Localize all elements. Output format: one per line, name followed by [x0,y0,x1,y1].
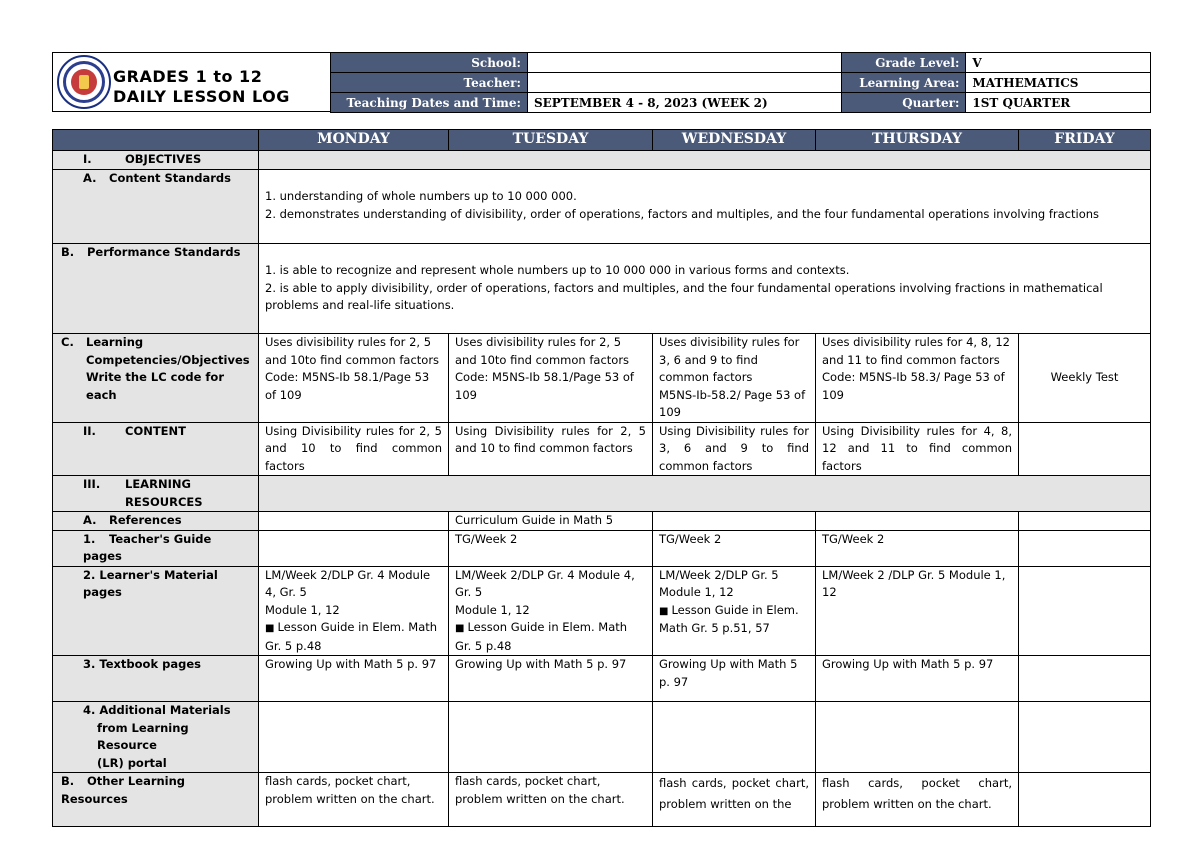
performance-standards-row [53,244,1151,334]
other-resources-tuesday: flash cards, pocket chart, problem written on the chart. [449,773,653,827]
textbook-friday [1019,656,1151,702]
day-wednesday: WEDNESDAY [653,130,816,151]
teachers-guide-thursday: TG/Week 2 [816,530,1019,566]
header-title-block [52,52,330,112]
references-row [53,512,1151,531]
book-icon: ■ [265,623,275,634]
content-thursday: Using Divisibility rules for 4, 8, 12 and 11 to find common factors [816,422,1019,476]
learners-material-tuesday: LM/Week 2/DLP Gr. 4 Module 4, Gr. 5 Module 1, 12 ■ Lesson Guide in Elem. Math Gr. 5 p.48 [449,566,653,656]
teachers-guide-monday [259,530,449,566]
teachers-guide-label: 1. Teacher's Guide pages [53,530,259,566]
learners-material-wednesday: LM/Week 2/DLP Gr. 5 Module 1, 12 ■ Lesson Guide in Elem. Math Gr. 5 p.51, 57 [653,566,816,656]
performance-standards-text [259,244,1151,334]
additional-friday [1019,702,1151,773]
objectives-fill [259,151,1151,170]
references-wednesday [653,512,816,531]
competency-thursday: Uses divisibility rules for 4, 8, 12 and 11 to find common factors Code: M5NS-Ib 58.3/ Page 53 of 109 [816,334,1019,423]
corner-cell [53,130,259,151]
references-monday [259,512,449,531]
day-tuesday: TUESDAY [449,130,653,151]
content-label: II. CONTENT [53,422,259,476]
title-line-1: GRADES 1 to 12 [113,67,263,86]
content-monday: Using Divisibility rules for 2, 5 and 10 to find common factors [259,422,449,476]
references-friday [1019,512,1151,531]
references-label: A. References [53,512,259,531]
other-resources-friday [1019,773,1151,827]
competency-tuesday: Uses divisibility rules for 2, 5 and 10to find common factors Code: M5NS-Ib 58.1/Page 53 of 109 [449,334,653,423]
teacher-value [527,73,842,93]
additional-tuesday [449,702,653,773]
learners-material-row [53,566,1151,656]
school-value [527,53,842,73]
teachers-guide-friday [1019,530,1151,566]
objectives-label: I. OBJECTIVES [53,151,259,170]
learners-material-thursday: LM/Week 2 /DLP Gr. 5 Module 1, 12 [816,566,1019,656]
objectives-row [53,151,1151,170]
quarter-label: Quarter: [842,93,966,113]
textbook-row [53,656,1151,702]
content-row [53,422,1151,476]
content-standards-label: A. Content Standards [53,170,259,244]
lesson-log-table [52,129,1151,827]
textbook-wednesday: Growing Up with Math 5 p. 97 [653,656,816,702]
book-icon: ■ [659,605,669,617]
learners-material-friday [1019,566,1151,656]
quarter-value: 1ST QUARTER [966,93,1151,113]
content-tuesday: Using Divisibility rules for 2, 5 and 10 to find common factors [449,422,653,476]
teachers-guide-wednesday: TG/Week 2 [653,530,816,566]
additional-materials-row [53,702,1151,773]
additional-wednesday [653,702,816,773]
learners-material-label: 2. Learner's Material pages [53,566,259,656]
days-header-row [53,130,1151,151]
dates-label: Teaching Dates and Time: [331,93,528,113]
teachers-guide-row [53,530,1151,566]
additional-thursday [816,702,1019,773]
competency-monday: Uses divisibility rules for 2, 5 and 10to find common factors Code: M5NS-Ib 58.1/Page 53 of 109 [259,334,449,423]
competency-friday: Weekly Test [1019,334,1151,423]
day-monday: MONDAY [259,130,449,151]
competencies-label: C. Learning Competencies/Objectives Write the LC code for each [53,334,259,423]
teacher-label: Teacher: [331,73,528,93]
grade-level-label: Grade Level: [842,53,966,73]
book-icon: ■ [455,623,465,634]
dates-value: SEPTEMBER 4 - 8, 2023 (WEEK 2) [527,93,842,113]
textbook-label: 3. Textbook pages [53,656,259,702]
content-standards-text [259,170,1151,244]
content-standards-line-2: 2. demonstrates understanding of divisibility, order of operations, factors and multiples, and the four fundamental operations involving fractions [265,206,1100,221]
document-title [113,67,290,107]
textbook-thursday: Growing Up with Math 5 p. 97 [816,656,1019,702]
title-line-2: DAILY LESSON LOG [113,87,290,106]
content-standards-line-1: 1. understanding of whole numbers up to 10 000 000. [265,189,577,203]
grade-level-value: V [966,53,1151,73]
learning-area-label: Learning Area: [842,73,966,93]
day-thursday: THURSDAY [816,130,1019,151]
content-wednesday: Using Divisibility rules for 3, 6 and 9 to find common factors [653,422,816,476]
other-resources-row [53,773,1151,827]
performance-standards-line-1: 1. is able to recognize and represent whole numbers up to 10 000 000 in various forms and contexts. [265,263,850,277]
learning-area-value: MATHEMATICS [966,73,1151,93]
day-friday: FRIDAY [1019,130,1151,151]
learning-resources-fill [259,476,1151,512]
references-thursday [816,512,1019,531]
textbook-monday: Growing Up with Math 5 p. 97 [259,656,449,702]
teachers-guide-tuesday: TG/Week 2 [449,530,653,566]
learning-resources-label: III. LEARNING RESOURCES [53,476,259,512]
textbook-tuesday: Growing Up with Math 5 p. 97 [449,656,653,702]
learners-material-monday: LM/Week 2/DLP Gr. 4 Module 4, Gr. 5 Module 1, 12 ■ Lesson Guide in Elem. Math Gr. 5 p.48 [259,566,449,656]
additional-materials-label: 4. Additional Materials from Learning Resource (LR) portal [53,702,259,773]
learning-resources-row [53,476,1151,512]
other-resources-wednesday: flash cards, pocket chart, problem written on the [653,773,816,827]
competency-wednesday: Uses divisibility rules for 3, 6 and 9 to find common factors M5NS-Ib-58.2/ Page 53 of 109 [653,334,816,423]
other-resources-thursday: flash cards, pocket chart, problem written on the chart. [816,773,1019,827]
additional-monday [259,702,449,773]
competencies-row [53,334,1151,423]
deped-seal-icon [57,55,111,109]
other-resources-monday: flash cards, pocket chart, problem written on the chart. [259,773,449,827]
content-friday [1019,422,1151,476]
content-standards-row [53,170,1151,244]
school-label: School: [331,53,528,73]
references-tuesday: Curriculum Guide in Math 5 [449,512,653,531]
other-resources-label: B. Other Learning Resources [53,773,259,827]
header-info-table [330,52,1151,113]
performance-standards-label: B. Performance Standards [53,244,259,334]
performance-standards-line-2: 2. is able to apply divisibility, order of operations, factors and multiples, and the four fundamental operations involving fractions in mathematical problems and real-life situations. [265,280,1103,312]
